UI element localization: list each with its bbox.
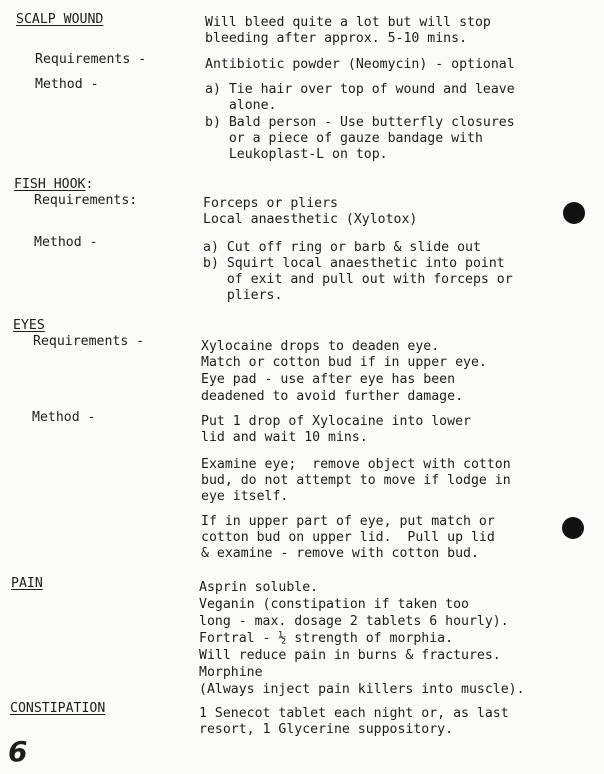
fish-hook-method-label: Method - [34,235,98,250]
eyes-requirements-line-1: Xylocaine drops to deaden eye. [201,339,440,354]
pain-line-6: Morphine [199,665,263,680]
eyes-method-p3-line-2: cotton bud on upper lid. Pull up lid [201,530,495,545]
scalp-wound-requirements-label: Requirements - [35,52,147,67]
eyes-requirements-label: Requirements - [33,334,145,349]
heading-fish-hook: FISH HOOK [14,177,86,192]
pain-line-4: Fortral - ½ strength of morphia. [199,631,454,646]
page-number: 6 [8,735,28,768]
eyes-method-p2-line-1: Examine eye; remove object with cotton [201,457,511,472]
heading-eyes: EYES [13,318,45,333]
fish-hook-requirements-line-2: Local anaesthetic (Xylotox) [203,212,418,227]
punch-hole-upper [563,202,585,224]
eyes-method-p2-line-2: bud, do not attempt to move if lodge in [201,473,511,488]
scalp-wound-requirements: Antibiotic powder (Neomycin) - optional [205,57,515,72]
fish-hook-method-b-line-1: b) Squirt local anaesthetic into point [203,256,505,271]
eyes-method-label: Method - [32,410,96,425]
heading-scalp-wound: SCALP WOUND [16,12,104,27]
eyes-method-p1-line-1: Put 1 drop of Xylocaine into lower [201,414,471,429]
eyes-requirements-line-3: Eye pad - use after eye has been [201,372,456,387]
pain-line-7: (Always inject pain killers into muscle). [199,682,525,697]
fish-hook-method-b-line-3: pliers. [203,288,283,303]
fish-hook-requirements-line-1: Forceps or pliers [203,196,338,211]
scalp-wound-intro-line-2: bleeding after approx. 5-10 mins. [205,31,468,46]
heading-fish-hook-wrapper [14,177,93,193]
pain-line-3: long - max. dosage 2 tablets 6 hourly). [199,614,509,629]
pain-line-5: Will reduce pain in burns & fractures. [199,648,501,663]
scalp-wound-method-b-line-3: Leukoplast-L on top. [205,147,388,162]
heading-constipation: CONSTIPATION [10,701,106,716]
heading-fish-hook-colon: : [85,177,94,192]
eyes-method-p3-line-1: If in upper part of eye, put match or [201,514,495,529]
eyes-requirements-line-4: deadened to avoid further damage. [201,389,464,404]
eyes-method-p3-line-3: & examine - remove with cotton bud. [201,546,479,561]
scalp-wound-method-a-line-2: alone. [205,98,277,113]
eyes-method-p1-line-2: lid and wait 10 mins. [201,430,368,445]
eyes-requirements-line-2: Match or cotton bud if in upper eye. [201,355,487,370]
fish-hook-requirements-label: Requirements: [34,193,138,208]
constipation-line-1: 1 Senecot tablet each night or, as last [199,706,509,721]
heading-pain: PAIN [11,576,43,591]
pain-line-1: Asprin soluble. [199,580,319,595]
scalp-wound-intro-line-1: Will bleed quite a lot but will stop [205,15,491,30]
scalp-wound-method-b-line-2: or a piece of gauze bandage with [205,131,483,146]
punch-hole-lower [562,517,584,539]
scalp-wound-method-a-line-1: a) Tie hair over top of wound and leave [205,82,515,97]
pain-line-2: Veganin (constipation if taken too [199,597,469,612]
fish-hook-method-a: a) Cut off ring or barb & slide out [203,240,481,255]
fish-hook-method-b-line-2: of exit and pull out with forceps or [203,272,513,287]
scalp-wound-method-b-line-1: b) Bald person - Use butterfly closures [205,115,515,130]
eyes-method-p2-line-3: eye itself. [201,489,289,504]
constipation-line-2: resort, 1 Glycerine suppository. [199,722,454,737]
scalp-wound-method-label: Method - [35,77,99,92]
